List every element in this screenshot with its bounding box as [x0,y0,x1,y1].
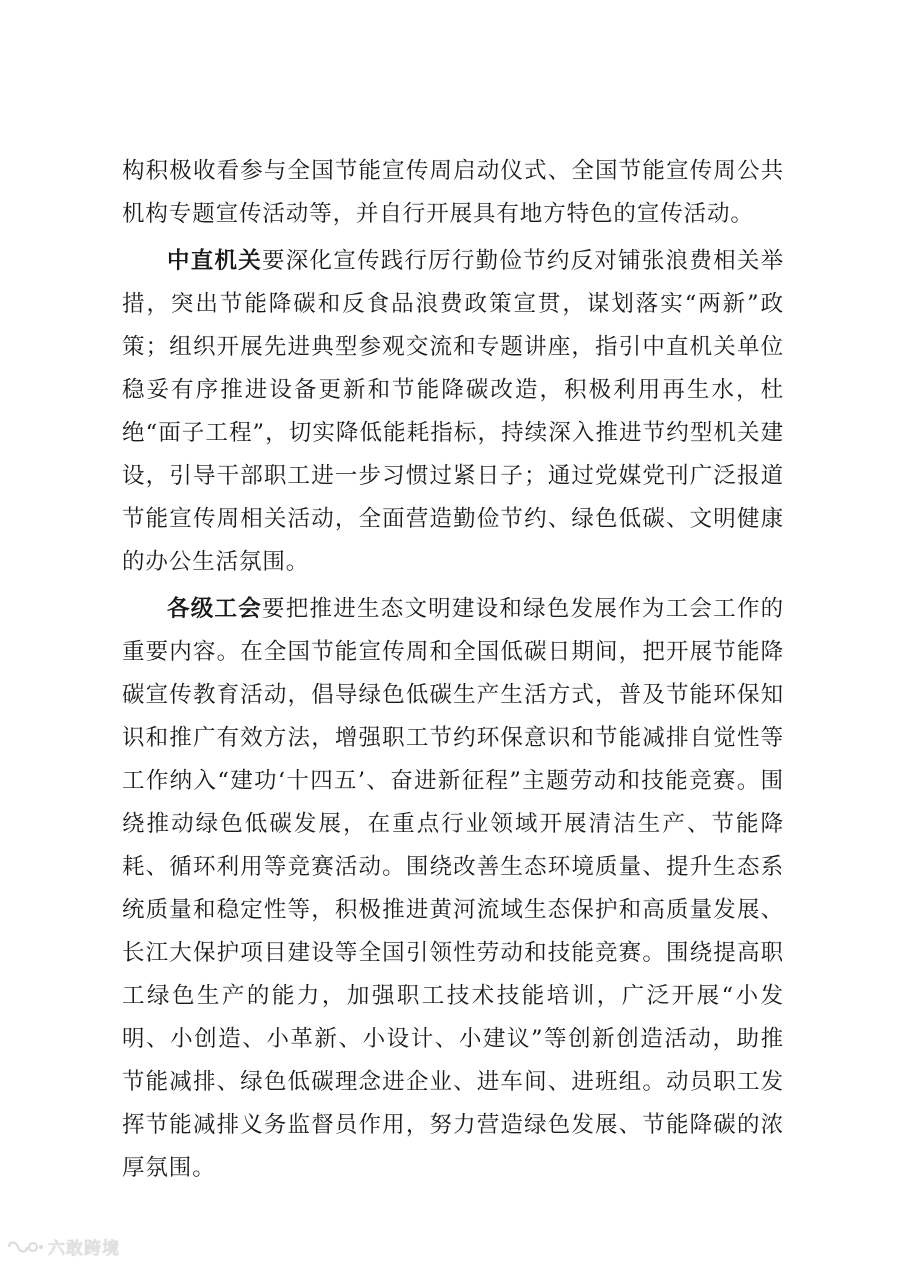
watermark-logo-icon [6,1238,44,1256]
document-body [122,150,784,1194]
paragraph-lead: 中直机关 [167,248,262,274]
paragraph-text: 构积极收看参与全国节能宣传周启动仪式、全国节能宣传周公共机构专题宣传活动等，并自行开展具有地方特色的宣传活动。 [122,158,784,227]
watermark-text: 六敢跨境 [48,1239,120,1259]
paragraph-continuation [122,150,784,236]
paragraph-text: 要把推进生态文明建设和绿色发展作为工会工作的重要内容。在全国节能宣传周和全国低碳日期间，把开展节能降碳宣传教育活动，倡导绿色低碳生产生活方式，普及节能环保知识和推广有效方法，增强职工节约环保意识和节能减排自觉性等工作纳入“建功‘十四五’、奋进新征程”主题劳动和技能竞赛。围绕推动绿色低碳发展，在重点行业领域开展清洁生产、节能降耗、循环利用等竞赛活动。围绕改善生态环境质量、提升生态系统质量和稳定性等，积极推进黄河流域生态保护和高质量发展、长江大保护项目建设等全国引领性劳动和技能竞赛。围绕提高职工绿色生产的能力，加强职工技术技能培训，广泛开展“小发明、小创造、小革新、小设计、小建议”等创新创造活动，助推节能减排、绿色低碳理念进企业、进车间、进班组。动员职工发挥节能减排义务监督员作用，努力营造绿色发展、节能降碳的浓厚氛围。 [122,596,784,1181]
watermark [6,1234,120,1259]
paragraph-lead: 各级工会 [167,596,262,622]
paragraph-central-organs [122,240,784,584]
paragraph-trade-unions [122,588,784,1190]
paragraph-text: 要深化宣传践行厉行勤俭节约反对铺张浪费相关举措，突出节能降碳和反食品浪费政策宣贯，谋划落实“两新”政策；组织开展先进典型参观交流和专题讲座，指引中直机关单位稳妥有序推进设备更新和节能降碳改造，积极利用再生水，杜绝“面子工程”，切实降低能耗指标，持续深入推进节约型机关建设，引导干部职工进一步习惯过紧日子；通过党媒党刊广泛报道节能宣传周相关活动，全面营造勤俭节约、绿色低碳、文明健康的办公生活氛围。 [122,248,784,575]
